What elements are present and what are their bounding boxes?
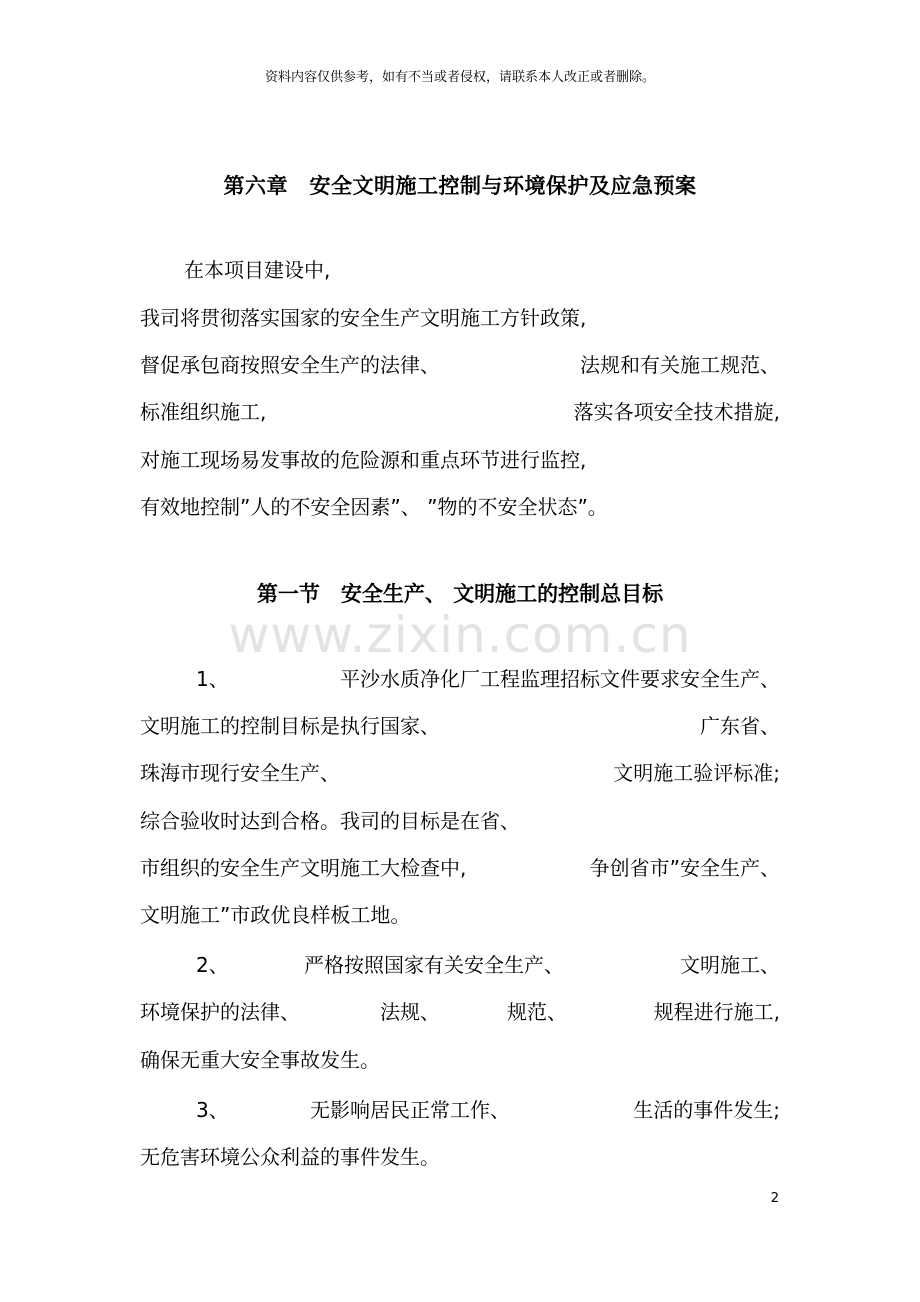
item2-line-1 (140, 949, 780, 985)
item-text: 文明施工验评标准; (613, 761, 780, 785)
item-text: 确保无重大安全事故发生。 (140, 1048, 380, 1072)
item-number: 1、 (196, 667, 229, 691)
item1-line-1 (140, 663, 780, 699)
item2-line-3 (140, 1044, 780, 1080)
intro-line-3 (140, 349, 780, 385)
item-text: 文明施工、 (680, 953, 780, 977)
item-text: 综合验收时达到合格。我司的目标是在省、 (140, 809, 520, 833)
intro-line-4 (140, 396, 780, 432)
item1-line-4 (140, 805, 780, 841)
item-text: 文明施工的控制目标是执行国家、 (140, 714, 440, 738)
item-text: 无影响居民正常工作、 (310, 1098, 510, 1122)
page-number: 2 (770, 1191, 779, 1206)
intro-text: 对施工现场易发事故的危险源和重点环节进行监控, (140, 448, 587, 472)
item3-line-2 (140, 1141, 780, 1177)
section-title: 第一节 安全生产、 文明施工的控制总目标 (256, 582, 664, 606)
item1-line-6 (140, 899, 780, 935)
item-text: 平沙水质净化厂工程监理招标文件要求安全生产、 (340, 667, 780, 691)
item1-line-2 (140, 710, 780, 746)
intro-text: 在本项目建设中, (184, 258, 331, 282)
item-text: 严格按照国家有关安全生产、 (304, 953, 564, 977)
item-text: 生活的事件发生; (633, 1098, 780, 1122)
item-text: 珠海市现行安全生产、 (140, 761, 340, 785)
item2-line-2 (140, 996, 780, 1032)
item3-line-1 (140, 1094, 780, 1130)
intro-text: 我司将贯彻落实国家的安全生产文明施工方针政策, (140, 306, 587, 330)
item-text: 环境保护的法律、 (140, 1000, 300, 1024)
intro-line-2 (140, 302, 780, 338)
watermark: www.zixin.com.cn (228, 606, 692, 664)
item-text: 争创省市”安全生产、 (589, 856, 780, 880)
intro-line-5 (140, 444, 780, 480)
header-disclaimer: 资料内容仅供参考，如有不当或者侵权，请联系本人改正或者删除。 (264, 70, 655, 85)
intro-line-1 (140, 254, 780, 290)
item-text: 规范、 (507, 1000, 567, 1024)
intro-text: 标准组织施工, (140, 400, 267, 424)
item-number: 3、 (196, 1098, 229, 1122)
intro-line-6 (140, 491, 780, 527)
item-number: 2、 (196, 953, 229, 977)
chapter-title: 第六章 安全文明施工控制与环境保护及应急预案 (223, 174, 697, 198)
intro-text: 法规和有关施工规范、 (580, 353, 780, 377)
item-text: 市组织的安全生产文明施工大检查中, (140, 856, 467, 880)
intro-text: 有效地控制”人的不安全因素”、 ”物的不安全状态”。 (140, 495, 608, 519)
item-text: 规程进行施工, (653, 1000, 780, 1024)
item-text: 无危害环境公众利益的事件发生。 (140, 1145, 440, 1169)
intro-text: 落实各项安全技术措旋, (573, 400, 780, 424)
item1-line-5 (140, 852, 780, 888)
intro-text: 督促承包商按照安全生产的法律、 (140, 353, 440, 377)
item-text: 法规、 (380, 1000, 440, 1024)
item-text: 文明施工”市政优良样板工地。 (140, 903, 411, 927)
item-text: 广东省、 (700, 714, 780, 738)
item1-line-3 (140, 757, 780, 793)
